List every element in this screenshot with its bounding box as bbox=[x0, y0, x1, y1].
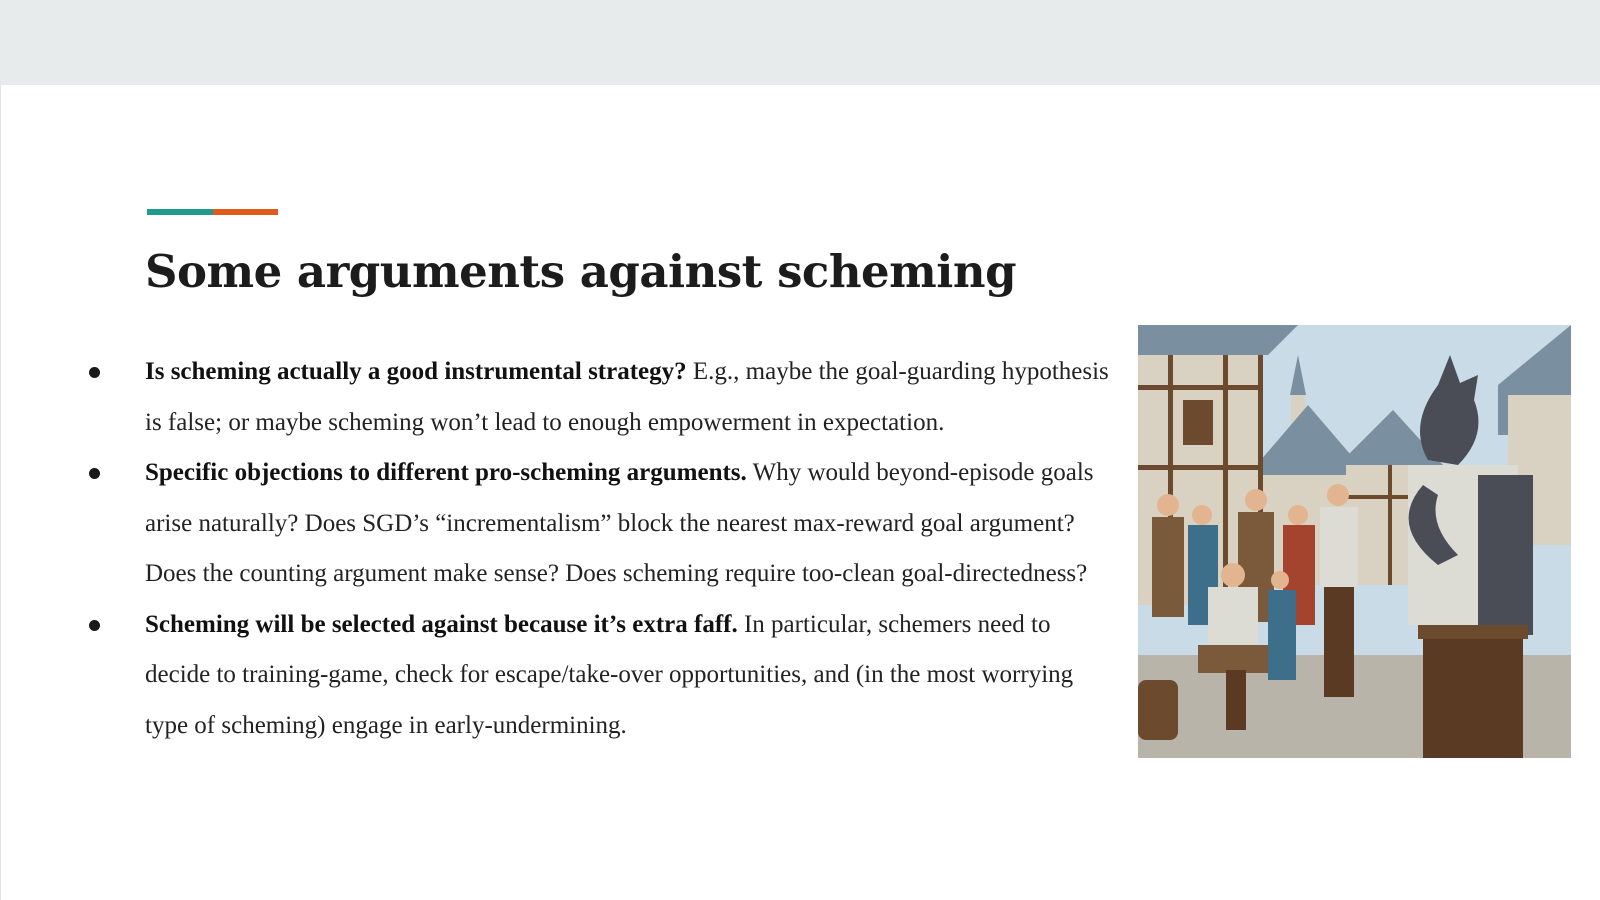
accent-orange-segment bbox=[213, 209, 278, 215]
accent-teal-segment bbox=[147, 209, 213, 215]
slide bbox=[0, 85, 1598, 900]
bullet-item bbox=[89, 448, 1119, 600]
bullet-item bbox=[89, 347, 1119, 448]
top-bar bbox=[0, 0, 1600, 85]
bullet-heading: Specific objections to different pro-scheming arguments. bbox=[145, 459, 747, 486]
bullet-dot-icon bbox=[89, 468, 100, 479]
bullet-text: Why would beyond-episode goals arise naturally? Does SGD’s “incrementalism” block the nearest max-reward goal argument? Does the counting argument make sense? Does scheming require too-clean goal-directedness? bbox=[145, 459, 1094, 587]
bullet-text: In particular, schemers need to decide to training-game, check for escape/take-over opportunities, and (in the most worrying type of scheming) engage in early-undermining. bbox=[145, 610, 1074, 739]
bullet-dot-icon bbox=[89, 367, 100, 378]
bullet-heading: Is scheming actually a good instrumental strategy? bbox=[145, 358, 687, 385]
bullet-list bbox=[89, 347, 1119, 751]
bullet-heading: Scheming will be selected against because it’s extra faff. bbox=[145, 610, 738, 638]
slide-title: Some arguments against scheming bbox=[145, 245, 1017, 298]
bullet-text: E.g., maybe the goal-guarding hypothesis is false; or maybe scheming won’t lead to enough empowerment in expectation. bbox=[145, 358, 1109, 436]
bullet-item bbox=[89, 600, 1119, 752]
title-accent-bar bbox=[147, 209, 278, 215]
werewolf-villagers-illustration bbox=[1138, 325, 1571, 758]
bullet-dot-icon bbox=[89, 620, 100, 631]
